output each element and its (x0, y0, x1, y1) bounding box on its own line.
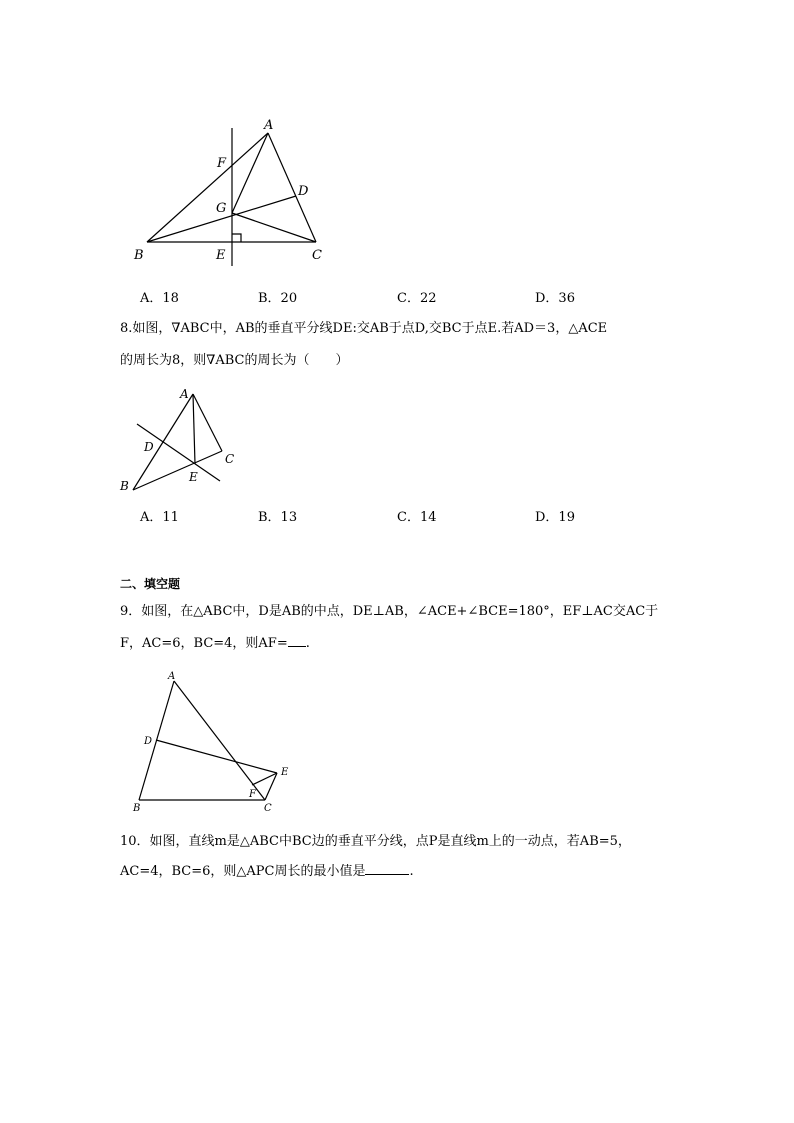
q7-option-a: A．18 (140, 291, 179, 306)
segment-bc (133, 451, 222, 490)
label-a: A (168, 671, 176, 682)
q7-option-d: D．36 (535, 291, 575, 306)
segment-de (156, 740, 277, 773)
segment-ab (147, 133, 268, 242)
q8-text-line1: 8.如图，∇ABC中，AB的垂直平分线DE:交AB于点D,交BC于点E.若AD＝3，△ACE (120, 321, 608, 336)
label-d: D (144, 736, 153, 747)
q8-option-c: C．14 (397, 510, 437, 525)
label-e: E (216, 248, 226, 263)
segment-ae (193, 394, 195, 464)
label-f: F (217, 156, 227, 171)
q9-text-line2 (120, 634, 310, 654)
q8-option-d: D．19 (535, 510, 575, 525)
segment-ac (268, 133, 316, 242)
label-b: B (134, 248, 144, 263)
label-b: B (133, 803, 141, 814)
q9-text-line2-end: . (305, 636, 310, 651)
q10-text-line2-end: . (409, 864, 414, 879)
segment-ce (265, 773, 277, 800)
figure-q9-triangle (125, 665, 300, 817)
label-c: C (312, 248, 322, 263)
q10-text-line2 (120, 862, 414, 882)
segment-ef (252, 773, 277, 785)
q8-option-a: A．11 (140, 510, 179, 525)
q10-text-line2-main: AC=4，BC=6，则△APC周长的最小值是 (120, 864, 366, 879)
label-a: A (180, 387, 189, 401)
label-b: B (120, 479, 129, 493)
label-d: D (144, 440, 154, 454)
segment-ac (193, 394, 222, 451)
label-d: D (298, 184, 309, 199)
right-angle-mark (232, 234, 241, 242)
q8-text-line2: 的周长为8，则∇ABC的周长为（ ） (120, 353, 349, 368)
q8-option-b: B．13 (258, 510, 298, 525)
segment-ac (174, 681, 265, 800)
label-f: F (249, 789, 256, 800)
q7-option-c: C．22 (397, 291, 437, 306)
label-e: E (189, 470, 198, 484)
segment-gc (232, 213, 316, 242)
segment-ag (232, 133, 268, 213)
label-a: A (264, 118, 274, 133)
figure-q7-triangle (120, 110, 360, 270)
q10-text-line1: 10．如图，直线m是△ABC中BC边的垂直平分线，点P是直线m上的一动点，若AB=5， (120, 834, 631, 849)
q9-text-line2-main: F，AC=6，BC=4，则AF= (120, 636, 288, 651)
label-c: C (264, 803, 272, 814)
label-e: E (281, 767, 289, 778)
q10-answer-blank[interactable] (365, 874, 409, 875)
q7-option-b: B．20 (258, 291, 298, 306)
figure-q8-triangle (115, 380, 245, 500)
q9-text-line1: 9．如图，在△ABC中，D是AB的中点，DE⊥AB，∠ACE+∠BCE=180°，EF⊥AC交AC于 (120, 604, 659, 619)
label-c: C (225, 452, 235, 466)
q9-answer-blank[interactable] (288, 646, 306, 647)
section-title-fill-in: 二、填空题 (120, 577, 181, 591)
label-g: G (216, 201, 227, 216)
